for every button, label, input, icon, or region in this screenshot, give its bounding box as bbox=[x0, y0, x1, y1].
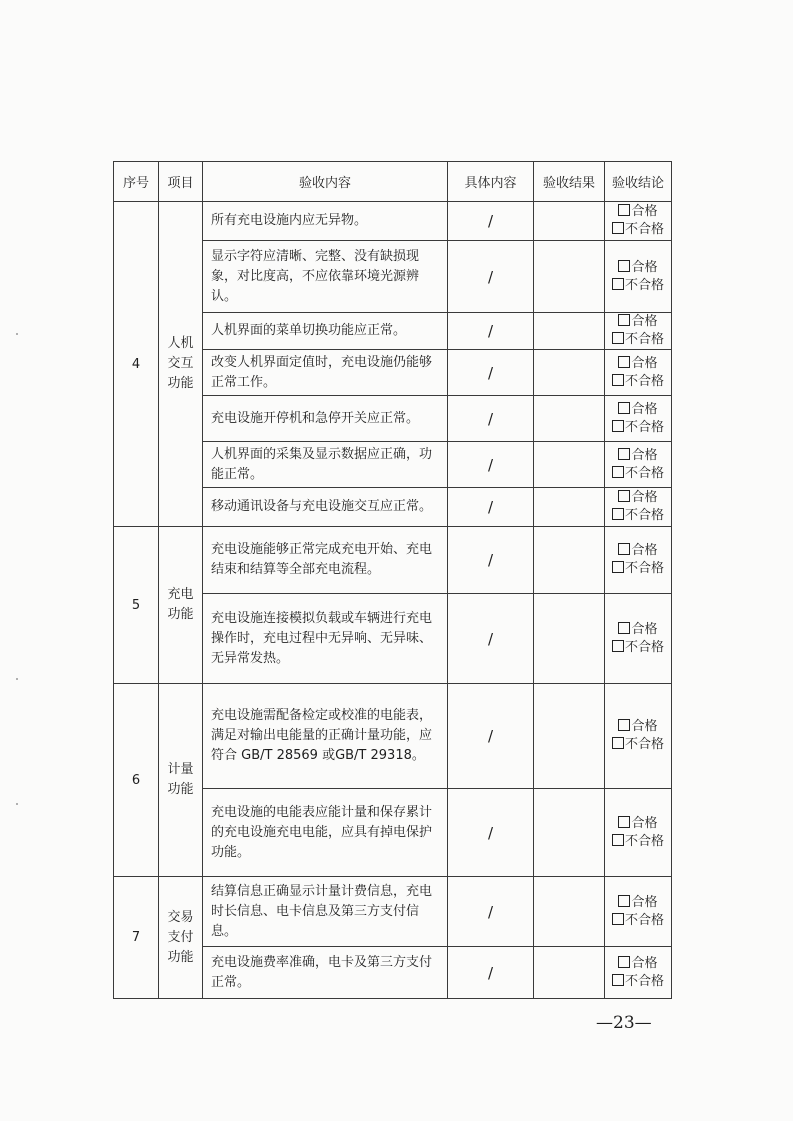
acceptance-content: 充电设施开停机和急停开关应正常。 bbox=[203, 396, 448, 442]
acceptance-content: 结算信息正确显示计量计费信息，充电时长信息、电卡信息及第三方支付信息。 bbox=[203, 877, 448, 947]
detail-slash: / bbox=[448, 789, 534, 877]
detail-slash: / bbox=[448, 684, 534, 789]
conclusion-option-label: 合格 bbox=[631, 543, 658, 558]
table-row bbox=[114, 527, 672, 594]
conclusion-option-fail[interactable] bbox=[605, 221, 671, 239]
result-cell[interactable] bbox=[534, 947, 605, 999]
result-cell[interactable] bbox=[534, 877, 605, 947]
item-name-line: 功能 bbox=[167, 607, 194, 622]
conclusion-option-fail[interactable] bbox=[605, 736, 671, 754]
item-name bbox=[159, 527, 203, 684]
conclusion-option-label: 合格 bbox=[631, 719, 658, 734]
item-name-line: 功能 bbox=[167, 782, 194, 797]
table-row bbox=[114, 877, 672, 947]
result-cell[interactable] bbox=[534, 488, 605, 527]
result-cell[interactable] bbox=[534, 594, 605, 684]
conclusion-option-label: 合格 bbox=[631, 447, 658, 463]
checkbox-icon[interactable] bbox=[612, 640, 624, 652]
table-header-row bbox=[114, 162, 672, 202]
conclusion-option-label: 不合格 bbox=[624, 737, 664, 752]
checkbox-icon[interactable] bbox=[612, 913, 624, 925]
seq-number: 4 bbox=[114, 202, 159, 527]
acceptance-content: 改变人机界面定值时，充电设施仍能够正常工作。 bbox=[203, 350, 448, 396]
conclusion-option-label: 不合格 bbox=[624, 465, 664, 481]
checkbox-icon[interactable] bbox=[612, 278, 624, 290]
scan-speck bbox=[16, 678, 18, 680]
checkbox-icon[interactable] bbox=[618, 448, 630, 460]
conclusion-option-label: 不合格 bbox=[624, 373, 664, 389]
result-cell[interactable] bbox=[534, 684, 605, 789]
conclusion-option-pass[interactable] bbox=[605, 203, 671, 221]
detail-slash: / bbox=[448, 947, 534, 999]
checkbox-icon[interactable] bbox=[618, 260, 630, 272]
conclusion-option-label: 合格 bbox=[631, 815, 658, 831]
conclusion-option-label: 合格 bbox=[631, 355, 658, 371]
detail-slash: / bbox=[448, 396, 534, 442]
result-cell[interactable] bbox=[534, 313, 605, 350]
conclusion-option-label: 合格 bbox=[631, 894, 658, 910]
conclusion-option-pass[interactable] bbox=[605, 313, 671, 331]
checkbox-icon[interactable] bbox=[612, 508, 624, 520]
header-content: 验收内容 bbox=[203, 162, 448, 202]
detail-slash: / bbox=[448, 202, 534, 241]
conclusion-option-label: 不合格 bbox=[624, 973, 664, 989]
checkbox-icon[interactable] bbox=[612, 222, 624, 234]
conclusion-cell bbox=[605, 684, 672, 789]
detail-slash: / bbox=[448, 442, 534, 488]
conclusion-option-label: 不合格 bbox=[624, 912, 664, 928]
conclusion-cell bbox=[605, 789, 672, 877]
conclusion-option-label: 合格 bbox=[631, 955, 658, 971]
conclusion-cell bbox=[605, 527, 672, 594]
checkbox-icon[interactable] bbox=[618, 895, 630, 907]
checkbox-icon[interactable] bbox=[612, 974, 624, 986]
detail-slash: / bbox=[448, 488, 534, 527]
conclusion-option-pass[interactable] bbox=[605, 718, 671, 736]
checkbox-icon[interactable] bbox=[618, 816, 630, 828]
scan-speck bbox=[16, 333, 18, 335]
conclusion-cell bbox=[605, 396, 672, 442]
scan-speck bbox=[16, 803, 18, 805]
acceptance-content: 所有充电设施内应无异物。 bbox=[203, 202, 448, 241]
conclusion-option-pass[interactable] bbox=[605, 894, 671, 912]
checkbox-icon[interactable] bbox=[618, 204, 630, 216]
acceptance-content: 充电设施需配备检定或校准的电能表，满足对输出电能量的正确计量功能，应符合 GB/T 28569 或GB/T 29318。 bbox=[203, 684, 448, 789]
conclusion-option-label: 不合格 bbox=[624, 277, 664, 293]
conclusion-option-label: 不合格 bbox=[624, 639, 664, 655]
detail-slash: / bbox=[448, 527, 534, 594]
checkbox-icon[interactable] bbox=[612, 737, 624, 749]
conclusion-cell bbox=[605, 241, 672, 313]
seq-number: 5 bbox=[114, 527, 159, 684]
acceptance-content: 充电设施费率准确，电卡及第三方支付正常。 bbox=[203, 947, 448, 999]
conclusion-option-label: 不合格 bbox=[624, 508, 664, 523]
conclusion-option-pass[interactable] bbox=[605, 955, 671, 973]
seq-number: 7 bbox=[114, 877, 159, 999]
conclusion-option-pass[interactable] bbox=[605, 355, 671, 373]
conclusion-option-label: 不合格 bbox=[624, 332, 664, 347]
conclusion-cell bbox=[605, 442, 672, 488]
conclusion-option-label: 合格 bbox=[631, 490, 658, 505]
header-result: 验收结果 bbox=[534, 162, 605, 202]
conclusion-cell bbox=[605, 877, 672, 947]
acceptance-content: 显示字符应清晰、完整、没有缺损现象，对比度高，不应依靠环境光源辨认。 bbox=[203, 241, 448, 313]
detail-slash: / bbox=[448, 350, 534, 396]
item-name bbox=[159, 877, 203, 999]
conclusion-option-pass[interactable] bbox=[605, 542, 671, 560]
conclusion-cell bbox=[605, 594, 672, 684]
conclusion-option-pass[interactable] bbox=[605, 621, 671, 639]
detail-slash: / bbox=[448, 241, 534, 313]
checkbox-icon[interactable] bbox=[618, 622, 630, 634]
conclusion-option-label: 合格 bbox=[631, 204, 658, 219]
checkbox-icon[interactable] bbox=[612, 420, 624, 432]
checkbox-icon[interactable] bbox=[612, 561, 624, 573]
item-name-line: 计量 bbox=[167, 762, 194, 777]
header-detail: 具体内容 bbox=[448, 162, 534, 202]
item-name-line: 功能 bbox=[167, 376, 194, 391]
conclusion-option-fail[interactable] bbox=[605, 419, 671, 437]
detail-slash: / bbox=[448, 313, 534, 350]
conclusion-option-label: 不合格 bbox=[624, 419, 664, 435]
result-cell[interactable] bbox=[534, 396, 605, 442]
conclusion-option-label: 合格 bbox=[631, 259, 658, 275]
checkbox-icon[interactable] bbox=[612, 466, 624, 478]
conclusion-option-label: 不合格 bbox=[624, 561, 664, 576]
checkbox-icon[interactable] bbox=[618, 719, 630, 731]
checkbox-icon[interactable] bbox=[618, 956, 630, 968]
item-name-line: 人机 bbox=[167, 336, 194, 351]
conclusion-option-fail[interactable] bbox=[605, 560, 671, 578]
conclusion-option-fail[interactable] bbox=[605, 973, 671, 991]
conclusion-option-pass[interactable] bbox=[605, 259, 671, 277]
conclusion-option-label: 合格 bbox=[631, 621, 658, 637]
item-name-line: 功能 bbox=[167, 949, 194, 965]
conclusion-option-pass[interactable] bbox=[605, 489, 671, 507]
table-row bbox=[114, 684, 672, 789]
conclusion-option-label: 不合格 bbox=[624, 833, 664, 849]
conclusion-option-fail[interactable] bbox=[605, 331, 671, 349]
result-cell[interactable] bbox=[534, 527, 605, 594]
conclusion-option-pass[interactable] bbox=[605, 815, 671, 833]
item-name bbox=[159, 202, 203, 527]
result-cell[interactable] bbox=[534, 202, 605, 241]
conclusion-option-label: 不合格 bbox=[624, 222, 664, 237]
checkbox-icon[interactable] bbox=[612, 374, 624, 386]
conclusion-option-fail[interactable] bbox=[605, 507, 671, 525]
conclusion-option-label: 合格 bbox=[631, 401, 658, 417]
acceptance-content: 充电设施能够正常完成充电开始、充电结束和结算等全部充电流程。 bbox=[203, 527, 448, 594]
result-cell[interactable] bbox=[534, 442, 605, 488]
conclusion-cell bbox=[605, 947, 672, 999]
conclusion-option-label: 合格 bbox=[631, 314, 658, 329]
acceptance-content: 充电设施连接模拟负载或车辆进行充电操作时，充电过程中无异响、无异味、无异常发热。 bbox=[203, 594, 448, 684]
item-name-line: 支付 bbox=[167, 929, 194, 945]
conclusion-option-fail[interactable] bbox=[605, 373, 671, 391]
acceptance-table bbox=[113, 161, 672, 999]
conclusion-cell bbox=[605, 488, 672, 527]
result-cell[interactable] bbox=[534, 241, 605, 313]
conclusion-option-pass[interactable] bbox=[605, 401, 671, 419]
conclusion-option-pass[interactable] bbox=[605, 447, 671, 465]
conclusion-option-fail[interactable] bbox=[605, 465, 671, 483]
acceptance-content: 充电设施的电能表应能计量和保存累计的充电设施充电电能，应具有掉电保护功能。 bbox=[203, 789, 448, 877]
checkbox-icon[interactable] bbox=[618, 490, 630, 502]
acceptance-content: 人机界面的采集及显示数据应正确，功能正常。 bbox=[203, 442, 448, 488]
seq-number: 6 bbox=[114, 684, 159, 877]
conclusion-cell bbox=[605, 313, 672, 350]
item-name bbox=[159, 684, 203, 877]
checkbox-icon[interactable] bbox=[618, 356, 630, 368]
page-number: —23— bbox=[596, 1013, 652, 1033]
item-name-line: 充电 bbox=[167, 587, 194, 602]
result-cell[interactable] bbox=[534, 350, 605, 396]
conclusion-option-fail[interactable] bbox=[605, 833, 671, 851]
conclusion-cell bbox=[605, 202, 672, 241]
table-row bbox=[114, 202, 672, 241]
checkbox-icon[interactable] bbox=[612, 834, 624, 846]
acceptance-content: 移动通讯设备与充电设施交互应正常。 bbox=[203, 488, 448, 527]
item-name-line: 交易 bbox=[167, 909, 194, 925]
header-seq: 序号 bbox=[114, 162, 159, 202]
checkbox-icon[interactable] bbox=[618, 402, 630, 414]
header-item: 项目 bbox=[159, 162, 203, 202]
conclusion-option-fail[interactable] bbox=[605, 639, 671, 657]
detail-slash: / bbox=[448, 877, 534, 947]
checkbox-icon[interactable] bbox=[612, 332, 624, 344]
checkbox-icon[interactable] bbox=[618, 314, 630, 326]
result-cell[interactable] bbox=[534, 789, 605, 877]
item-name-line: 交互 bbox=[167, 356, 194, 371]
checkbox-icon[interactable] bbox=[618, 543, 630, 555]
header-conclusion: 验收结论 bbox=[605, 162, 672, 202]
conclusion-option-fail[interactable] bbox=[605, 277, 671, 295]
acceptance-content: 人机界面的菜单切换功能应正常。 bbox=[203, 313, 448, 350]
detail-slash: / bbox=[448, 594, 534, 684]
conclusion-option-fail[interactable] bbox=[605, 912, 671, 930]
conclusion-cell bbox=[605, 350, 672, 396]
